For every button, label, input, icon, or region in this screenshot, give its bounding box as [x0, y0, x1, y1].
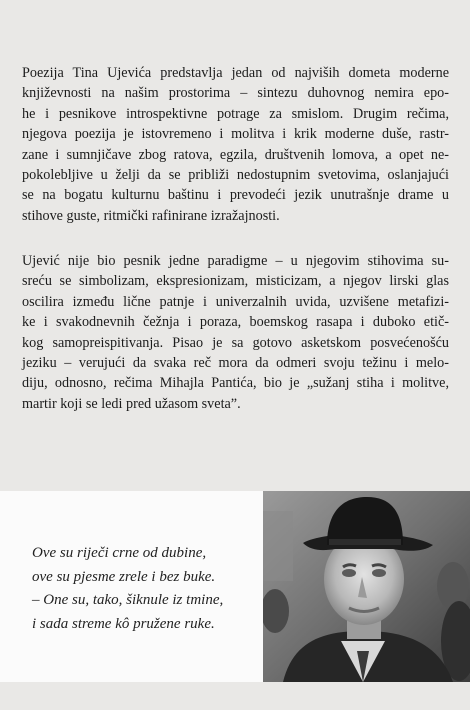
paragraph-1-line: se na bogatu kulturnu baštinu i prevodeći jezik unutrašnje drame u	[22, 187, 449, 204]
paragraph-1-line: stihove guste, ritmički rafinirane izražajnosti.	[22, 207, 280, 224]
author-portrait-photo	[263, 491, 470, 682]
paragraph-2-line: diju, odnosno, rečima Mihajla Pantića, bio je „sužanj stiha i molitve,	[22, 375, 449, 392]
paragraph-2	[22, 251, 449, 414]
paragraph-1-line: zane i sumnjičave zbog ratova, egzila, društvenih lomova, a opet ne-	[22, 146, 449, 163]
portrait-illustration	[263, 491, 470, 682]
paragraph-2-line: Ujević nije bio pesnik jedne paradigme – u njegovim stihovima su-	[22, 253, 449, 269]
paragraph-1-line: njegova poezija je istovremeno i molitva i krik moderne duše, rastr-	[22, 126, 449, 143]
poem-line: ove su pjesme zrele i bez buke.	[32, 568, 216, 585]
bottom-strip	[0, 682, 470, 710]
poem-line: Ove su riječi crne od dubine,	[32, 545, 207, 561]
poem-line: i sada streme kô pružene ruke.	[32, 615, 215, 632]
poem-line: – One su, tako, šiknule iz tmine,	[32, 592, 224, 608]
paragraph-2-line: ke i svakodnevnih čežnja i poraza, boemskog rasapa i duboko etič-	[22, 314, 449, 331]
paragraph-2-line: sreću se simbolizam, ekspresionizam, misticizam, a njegov lirski glas	[22, 273, 449, 290]
paragraph-2-line: jeziku – verujući da svaka reč mora da odmeri svoju težinu i melo-	[22, 355, 449, 372]
paragraph-1-line: Poezija Tina Ujevića predstavlja jedan od najviših dometa moderne	[22, 65, 449, 81]
paragraph-1-line: pokolebljive u želji da se približi nedostupnim svetovima, oslanjajući	[22, 167, 449, 184]
poem-excerpt	[32, 542, 223, 636]
paragraph-2-line: kog samopreispitivanja. Pisao je sa gotovo asketskom posvećenošću	[22, 334, 449, 351]
paragraph-1-line: he i pesnikove introspektivne potrage za smislom. Drugim rečima,	[22, 105, 449, 122]
paragraph-1-line: književnosti na našim prostorima – sintezu duhovnog nemira epo-	[22, 85, 449, 102]
paragraph-2-line: martir koji se ledi pred užasom sveta”.	[22, 395, 241, 412]
paragraph-1	[22, 63, 449, 226]
paragraph-2-line: oscilira između lične patnje i univerzalnih uvida, uzvišene metafizi-	[22, 293, 449, 310]
